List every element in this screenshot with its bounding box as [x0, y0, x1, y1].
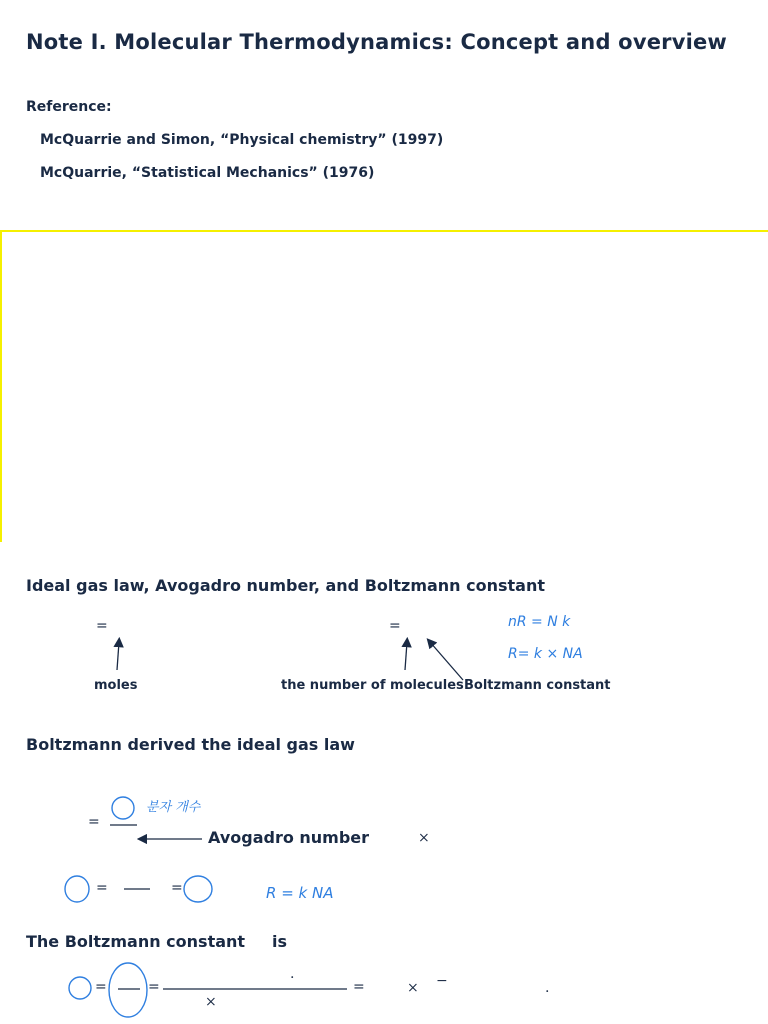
section-heading-boltzmann-derived: Boltzmann derived the ideal gas law: [26, 735, 355, 754]
equals-sign: =: [88, 814, 100, 830]
label-moles: moles: [94, 678, 138, 693]
equals-sign: =: [96, 618, 108, 634]
word-is: is: [272, 932, 288, 951]
arrow-up-moles: [117, 642, 119, 670]
reference-heading: Reference:: [26, 99, 112, 115]
equals-sign: =: [96, 880, 108, 896]
handwritten-note: nR = N k: [508, 614, 571, 630]
reference-item: McQuarrie and Simon, “Physical chemistry” (1997): [40, 132, 444, 148]
section-heading-ideal-gas: Ideal gas law, Avogadro number, and Boltzmann constant: [26, 576, 546, 595]
handwritten-circle: [112, 797, 134, 819]
label-boltzmann-constant: Boltzmann constant: [464, 678, 611, 693]
handwritten-note: R = k NA: [266, 884, 334, 902]
handwritten-circle: [109, 963, 147, 1017]
equals-sign: =: [353, 979, 365, 995]
dot: .: [290, 966, 295, 982]
handwritten-circle: [65, 876, 89, 902]
times-sign: ×: [407, 980, 419, 996]
minus-sign: −: [436, 973, 448, 989]
section-heading-boltzmann-constant: The Boltzmann constant: [26, 932, 246, 951]
reference-item: McQuarrie, “Statistical Mechanics” (1976): [40, 165, 375, 181]
label-number-of-molecules: the number of molecules: [281, 678, 464, 693]
handwritten-circle: [69, 977, 91, 999]
equals-sign: =: [95, 979, 107, 995]
times-sign: ×: [205, 994, 217, 1010]
page-title: Note I. Molecular Thermodynamics: Concept and overview: [26, 30, 728, 54]
times-sign: ×: [418, 830, 430, 846]
arrow-boltzmann: [430, 642, 463, 680]
equals-sign: =: [389, 618, 401, 634]
arrow-up-molecules: [405, 642, 407, 670]
equals-sign: =: [171, 880, 183, 896]
korean-handwritten-note: 분자 개수: [146, 800, 201, 815]
handwritten-note: R= k × NA: [508, 646, 583, 662]
handwritten-circle: [184, 876, 212, 902]
equals-sign: =: [148, 979, 160, 995]
dot: .: [545, 980, 550, 996]
label-avogadro-number: Avogadro number: [208, 828, 370, 847]
